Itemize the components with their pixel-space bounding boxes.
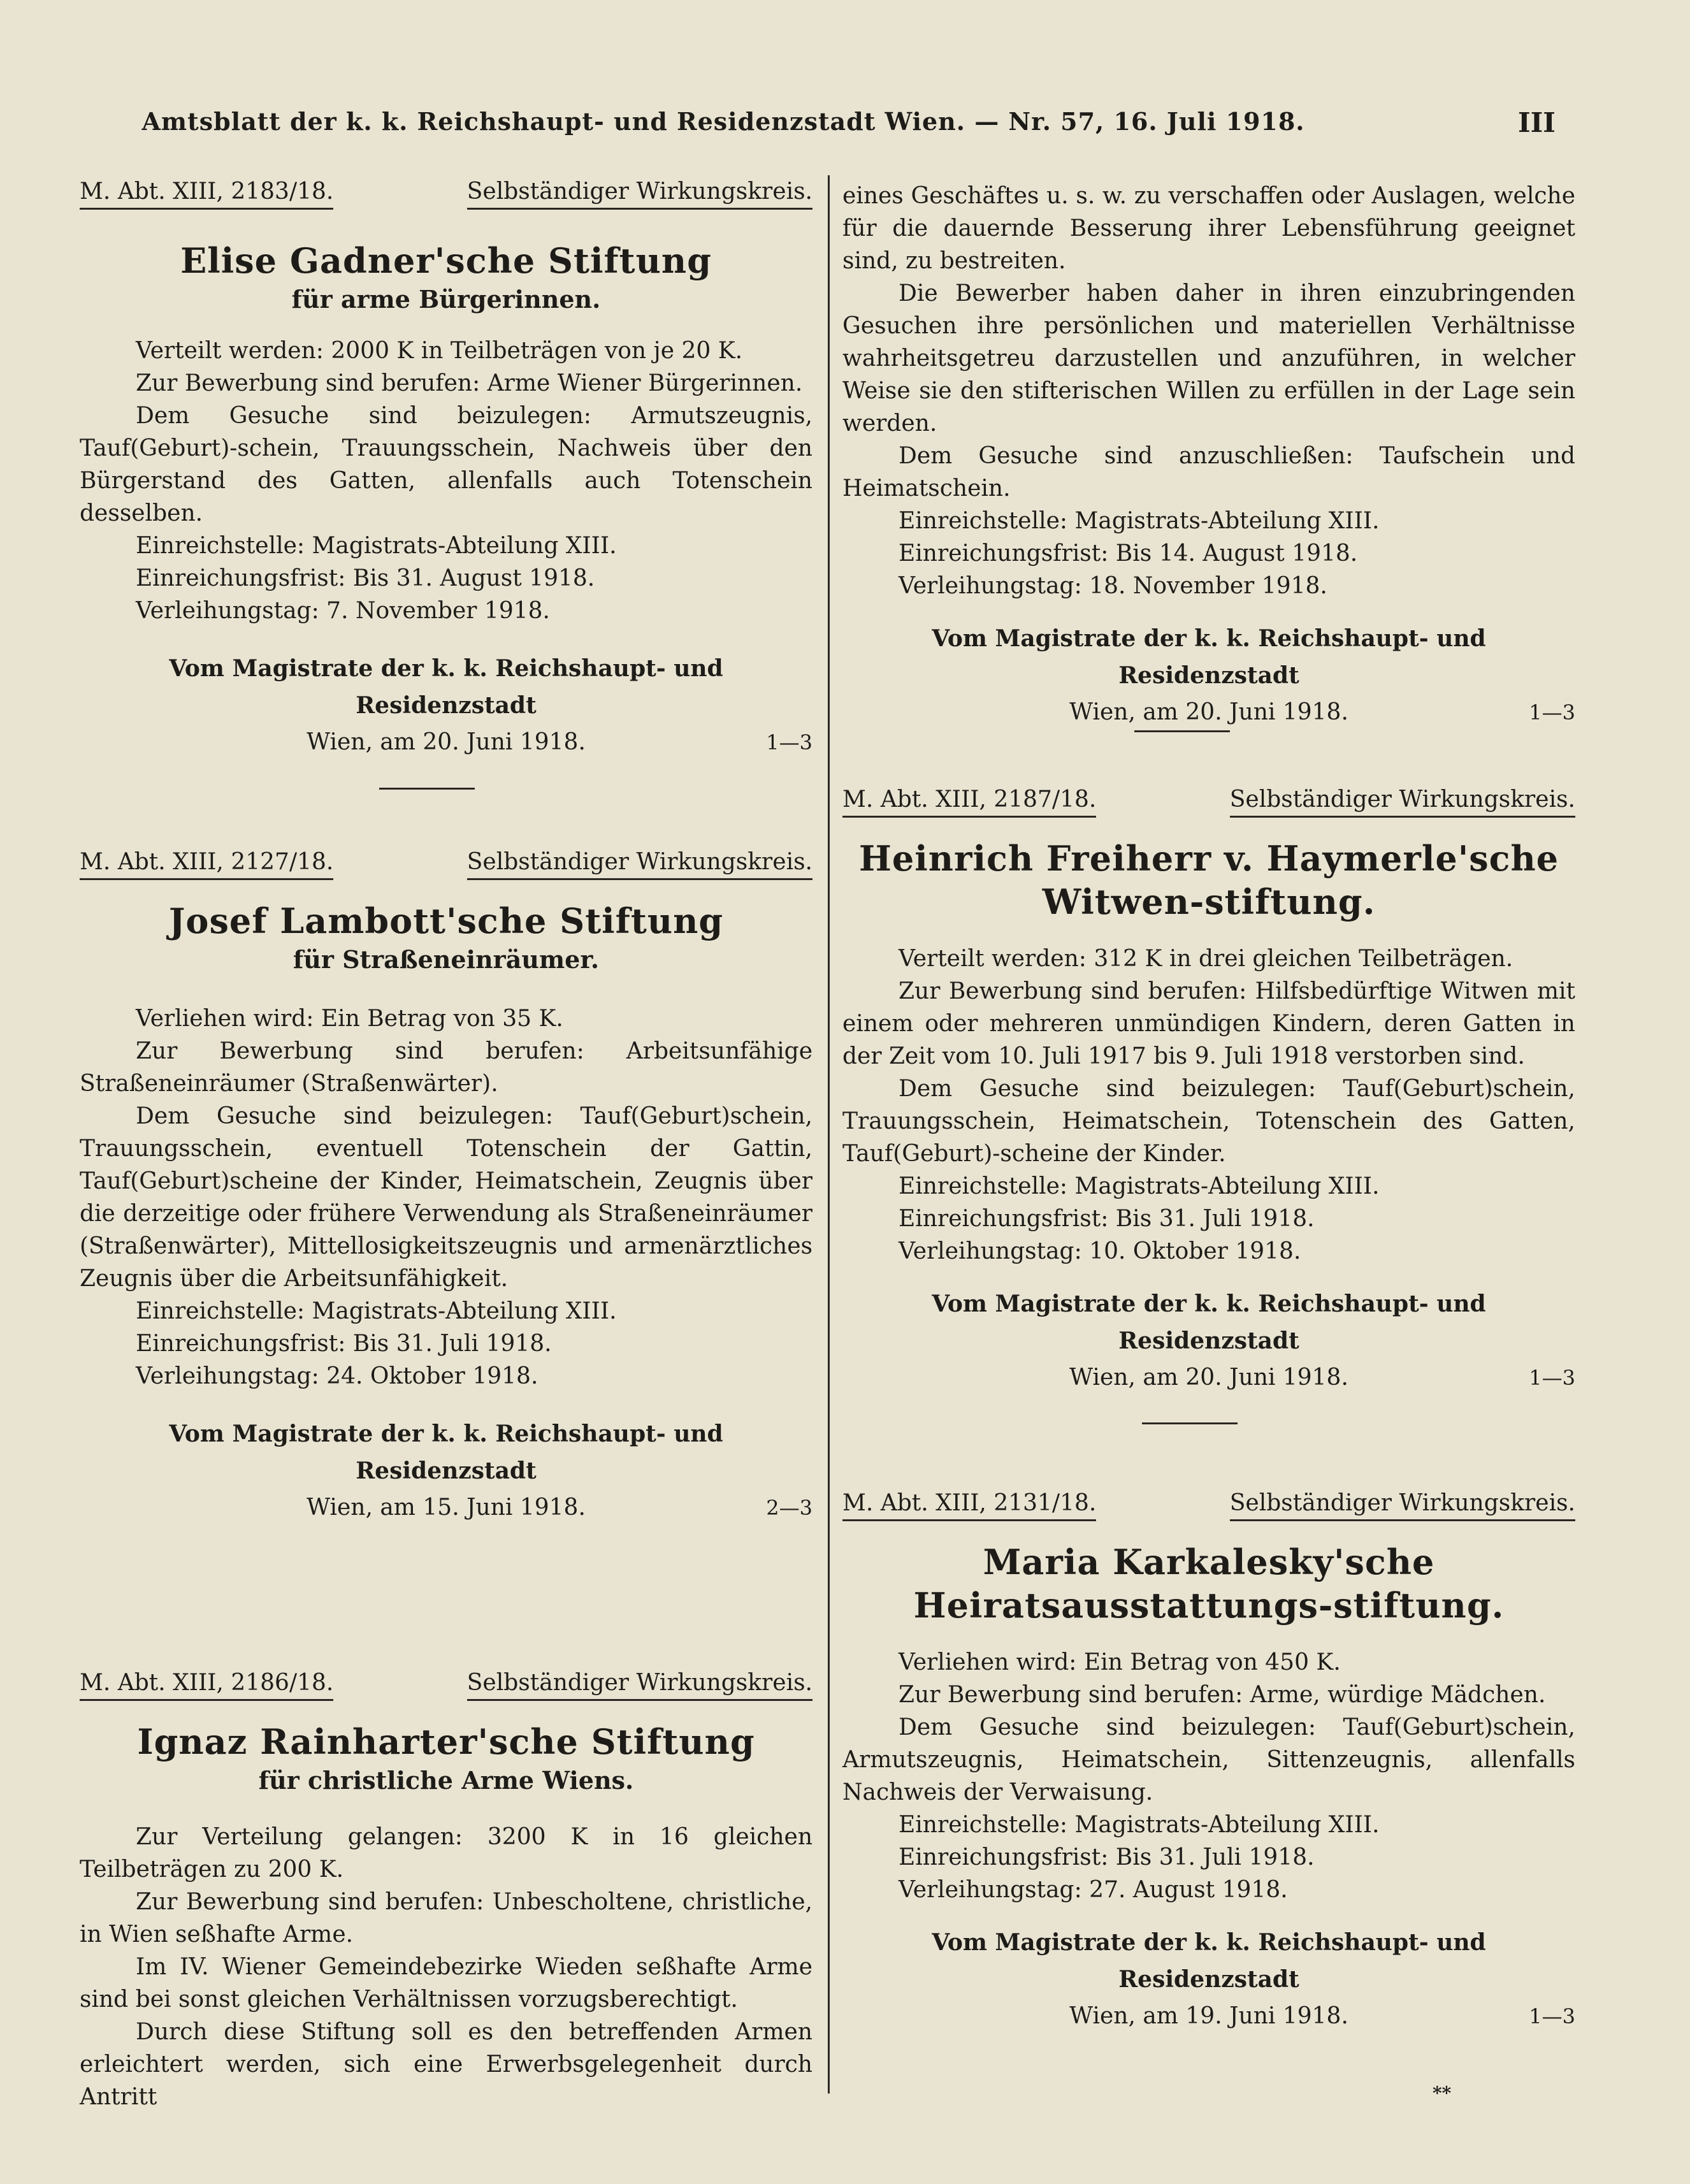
paragraph: Dem Gesuche sind anzuschließen: Taufschein und Heimatschein. (842, 443, 1575, 502)
paragraph: Einreichungsfrist: Bis 14. August 1918. (899, 540, 1358, 567)
insertion-mark: 1—3 (1529, 1366, 1575, 1390)
section-haymerle (842, 785, 1575, 1396)
insertion-mark: 1—3 (1529, 700, 1575, 725)
section-body (80, 1821, 812, 2113)
column-divider (828, 175, 830, 2094)
paragraph: Dem Gesuche sind beizulegen: Tauf(Geburt)schein, Trauungsschein, eventuell Totenschein der Gattin, Tauf(Geburt)scheine der Kinder, Heimatschein, Zeugnis über die derzeitige oder frühere Verwendung als Straßeneinräumer (Straßenwärter), Mittellosigkeitszeugnis und armenärztliches Zeugnis über die Arbeitsunfähigkeit. (80, 1103, 812, 1292)
foundation-subtitle: für arme Bürgerinnen. (291, 285, 601, 314)
place-date-text: Wien, am 20. Juni 1918. (1069, 1364, 1348, 1391)
section-reference (80, 177, 812, 210)
paragraph: Verleihungstag: 10. Oktober 1918. (899, 1238, 1301, 1264)
paragraph: Einreichstelle: Magistrats-Abteilung XIII. (136, 533, 617, 559)
place-date-text: Wien, am 19. Juni 1918. (1069, 2003, 1348, 2029)
paragraph: Einreichstelle: Magistrats-Abteilung XIII. (899, 1812, 1380, 1838)
reference-number: M. Abt. XIII, 2187/18. (842, 785, 1096, 818)
section-reference (80, 1668, 812, 1701)
paragraph: Verliehen wird: Ein Betrag von 35 K. (136, 1006, 563, 1032)
place-date-text: Wien, am 20. Juni 1918. (1069, 699, 1348, 725)
paragraph: Zur Bewerbung sind berufen: Arme, würdige Mädchen. (899, 1682, 1546, 1708)
reference-number: M. Abt. XIII, 2131/18. (842, 1489, 1096, 1521)
insertion-mark: 1—3 (766, 730, 812, 755)
section-body (842, 1646, 1575, 1906)
separator-rule (379, 788, 475, 790)
section-gadner (80, 177, 812, 761)
signature-line: Vom Magistrate der k. k. Reichshaupt- und Residenzstadt (169, 655, 723, 719)
place-date (842, 694, 1575, 731)
paragraph: Einreichstelle: Magistrats-Abteilung XIII. (136, 1298, 617, 1324)
place-date (842, 1998, 1575, 2035)
paragraph: Dem Gesuche sind beizulegen: Tauf(Geburt)schein, Trauungsschein, Heimatschein, Totenschein des Gatten, Tauf(Geburt)-scheine der Kinder. (842, 1076, 1575, 1167)
signature-line: Vom Magistrate der k. k. Reichshaupt- und Residenzstadt (932, 1929, 1486, 1993)
insertion-mark: 1—3 (1529, 2004, 1575, 2029)
section-body (842, 180, 1575, 602)
paragraph: Einreichungsfrist: Bis 31. Juli 1918. (899, 1206, 1315, 1232)
scope-label: Selbständiger Wirkungskreis. (467, 848, 812, 880)
reference-number: M. Abt. XIII, 2186/18. (80, 1668, 333, 1701)
foundation-subtitle: für Straßeneinräumer. (292, 945, 600, 974)
paragraph: Verleihungstag: 18. November 1918. (899, 573, 1327, 599)
scope-label: Selbständiger Wirkungskreis. (467, 177, 812, 210)
section-reference (842, 1489, 1575, 1521)
separator-rule (1134, 730, 1230, 732)
paragraph: Zur Verteilung gelangen: 3200 K in 16 gleichen Teilbeträgen zu 200 K. (80, 1824, 812, 1883)
signature-line: Vom Magistrate der k. k. Reichshaupt- und Residenzstadt (932, 625, 1486, 689)
section-rainharter-continued (842, 180, 1575, 731)
section-body (80, 335, 812, 627)
section-body (80, 1002, 812, 1392)
paragraph: Durch diese Stiftung soll es den betreffenden Armen erleichtert werden, sich eine Erwerbsgelegenheit durch Antritt (80, 2019, 812, 2110)
paragraph: Zur Bewerbung sind berufen: Arme Wiener Bürgerinnen. (136, 370, 803, 396)
paragraph: Zur Bewerbung sind berufen: Arbeitsunfähige Straßeneinräumer (Straßenwärter). (80, 1038, 812, 1097)
paragraph: Verteilt werden: 312 K in drei gleichen Teilbeträgen. (899, 946, 1513, 972)
running-header: Amtsblatt der k. k. Reichshaupt- und Residenzstadt Wien. — Nr. 57, 16. Juli 1918. (141, 107, 1305, 136)
section-rainharter (80, 1668, 812, 2113)
place-date (80, 1489, 812, 1526)
place-date-text: Wien, am 15. Juni 1918. (307, 1494, 586, 1521)
reference-number: M. Abt. XIII, 2183/18. (80, 177, 333, 210)
footer-mark: ** (1433, 2083, 1452, 2104)
place-date (842, 1359, 1575, 1396)
foundation-title: Maria Karkalesky'sche Heiratsausstattungs-stiftung. (913, 1542, 1505, 1626)
section-reference (842, 785, 1575, 818)
paragraph: eines Geschäftes u. s. w. zu verschaffen oder Auslagen, welche für die dauernde Besserung ihrer Lebensführung geeignet sind, zu bestreiten. (842, 183, 1575, 274)
paragraph: Verleihungstag: 27. August 1918. (899, 1877, 1288, 1903)
section-reference (80, 848, 812, 880)
paragraph: Einreichungsfrist: Bis 31. Juli 1918. (136, 1331, 552, 1357)
paragraph: Im IV. Wiener Gemeindebezirke Wieden seßhafte Arme sind bei sonst gleichen Verhältnissen vorzugsberechtigt. (80, 1954, 812, 2013)
paragraph: Zur Bewerbung sind berufen: Unbescholtene, christliche, in Wien seßhafte Arme. (80, 1889, 812, 1948)
paragraph: Zur Bewerbung sind berufen: Hilfsbedürftige Witwen mit einem oder mehreren unmündigen Kindern, deren Gatten in der Zeit vom 10. Juli 1917 bis 9. Juli 1918 verstorben sind. (842, 978, 1575, 1069)
foundation-subtitle: für christliche Arme Wiens. (258, 1766, 634, 1795)
signature-line: Vom Magistrate der k. k. Reichshaupt- und Residenzstadt (932, 1291, 1486, 1354)
paragraph: Dem Gesuche sind beizulegen: Armutszeugnis, Tauf(Geburt)-schein, Trauungsschein, Nachweis über den Bürgerstand des Gatten, allenfalls auch Totenschein desselben. (80, 403, 812, 526)
separator-rule (1142, 1422, 1238, 1424)
foundation-title: Josef Lambott'sche Stiftung (168, 900, 724, 941)
place-date (80, 724, 812, 761)
paragraph: Einreichstelle: Magistrats-Abteilung XIII. (899, 1173, 1380, 1199)
scope-label: Selbständiger Wirkungskreis. (1230, 1489, 1575, 1521)
signature-line: Vom Magistrate der k. k. Reichshaupt- und Residenzstadt (169, 1421, 723, 1484)
place-date-text: Wien, am 20. Juni 1918. (307, 729, 586, 755)
page-number: III (1518, 107, 1556, 138)
paragraph: Dem Gesuche sind beizulegen: Tauf(Geburt)schein, Armutszeugnis, Heimatschein, Sittenzeugnis, allenfalls Nachweis der Verwaisung. (842, 1714, 1575, 1805)
scope-label: Selbständiger Wirkungskreis. (1230, 785, 1575, 818)
reference-number: M. Abt. XIII, 2127/18. (80, 848, 333, 880)
foundation-title: Heinrich Freiherr v. Haymerle'sche Witwen-stiftung. (858, 838, 1559, 922)
foundation-title: Elise Gadner'sche Stiftung (180, 240, 712, 281)
scope-label: Selbständiger Wirkungskreis. (467, 1668, 812, 1701)
paragraph: Die Bewerber haben daher in ihren einzubringenden Gesuchen ihre persönlichen und materiellen Verhältnisse wahrheitsgetreu darzustellen und anzuführen, in welcher Weise sie den stifterischen Willen zu erfüllen in der Lage sein werden. (842, 280, 1575, 437)
paragraph: Verliehen wird: Ein Betrag von 450 K. (899, 1649, 1341, 1675)
paragraph: Verteilt werden: 2000 K in Teilbeträgen von je 20 K. (136, 338, 743, 364)
paragraph: Einreichstelle: Magistrats-Abteilung XIII. (899, 508, 1380, 534)
section-body (842, 943, 1575, 1268)
section-lambott (80, 848, 812, 1526)
paragraph: Einreichungsfrist: Bis 31. August 1918. (136, 565, 595, 591)
paragraph: Verleihungstag: 24. Oktober 1918. (136, 1363, 538, 1389)
section-karkalesky (842, 1489, 1575, 2035)
paragraph: Einreichungsfrist: Bis 31. Juli 1918. (899, 1844, 1315, 1870)
paragraph: Verleihungstag: 7. November 1918. (136, 598, 550, 624)
insertion-mark: 2—3 (766, 1496, 812, 1520)
foundation-title: Ignaz Rainharter'sche Stiftung (137, 1721, 755, 1762)
